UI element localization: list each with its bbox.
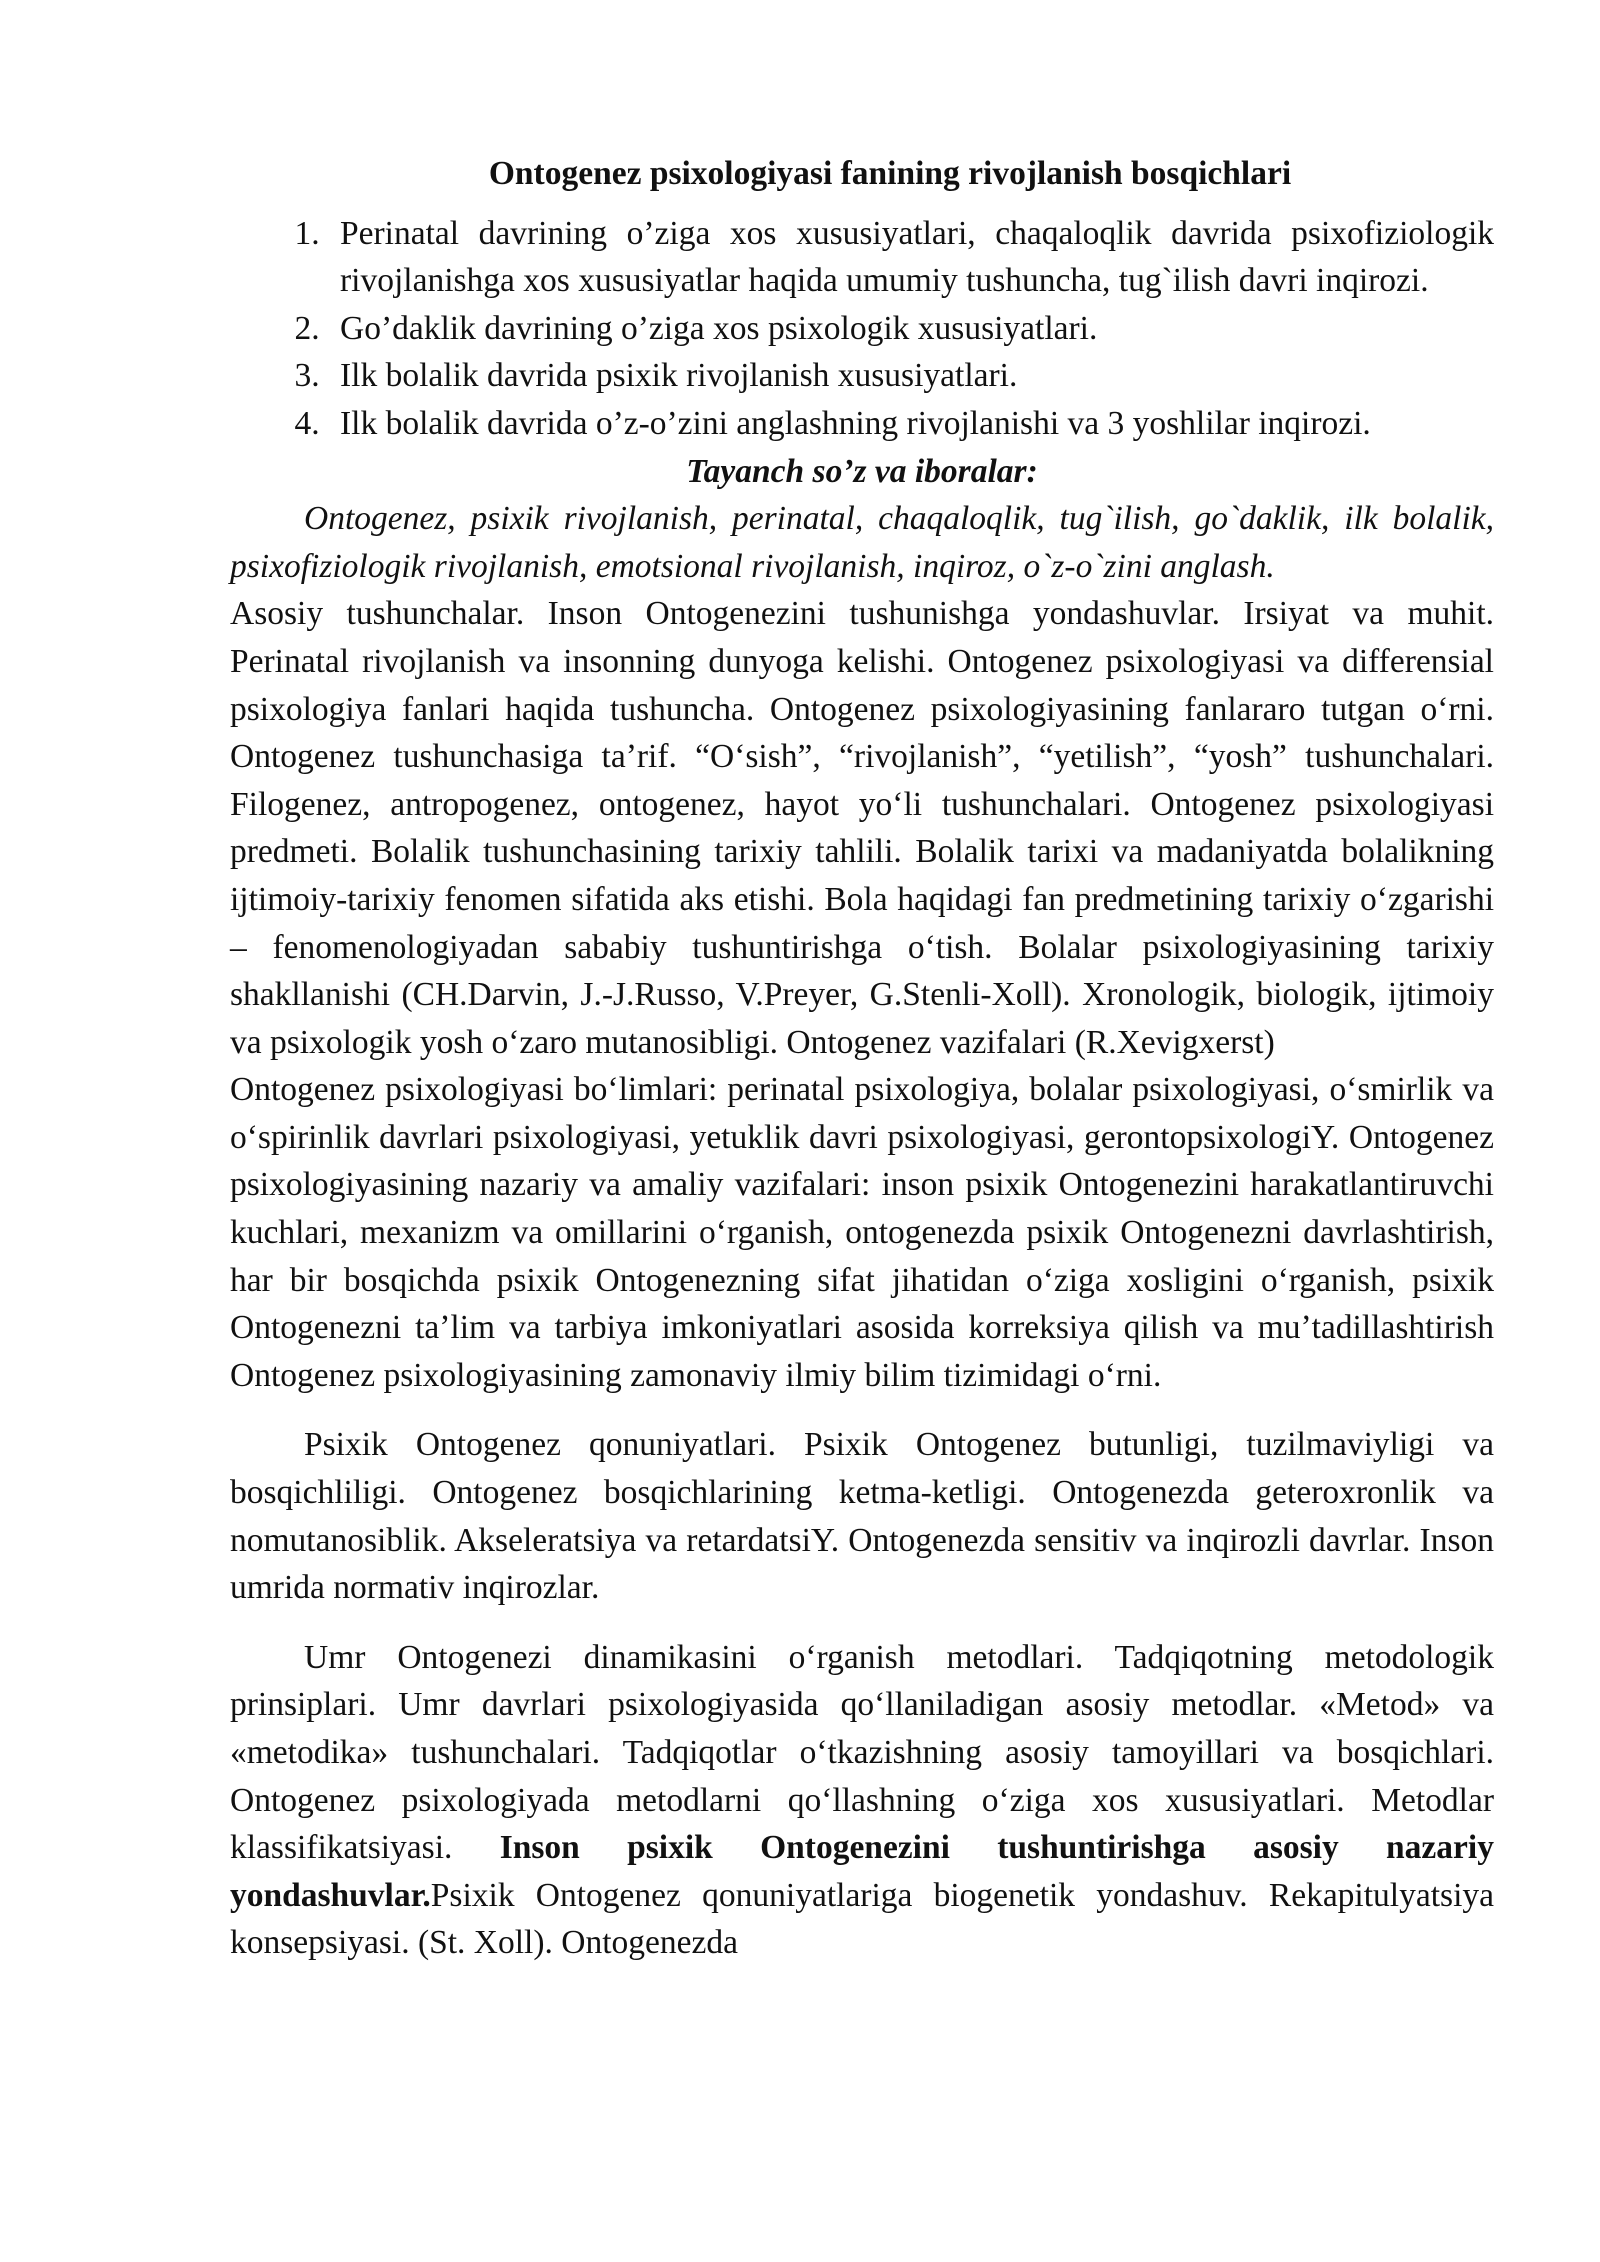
topic-item: 4. Ilk bolalik davrida o’z-o’zini anglashning rivojlanishi va 3 yoshlilar inqirozi. xyxy=(328,400,1494,448)
keywords-text: Ontogenez, psixik rivojlanish, perinatal, chaqaloqlik, tug`ilish, go`daklik, ilk bolalik, psixofiziologik rivojlanish, emotsional rivojlanish, inqiroz, o`z-o`zini anglash. xyxy=(230,500,1494,585)
paragraph-methods-bold-heading: Inson psixik Ontogenezini tushuntirishga asosiy nazariy yondashuvlar. xyxy=(230,1829,1494,1914)
topic-list xyxy=(230,210,1494,448)
topic-item: 3. Ilk bolalik davrida psixik rivojlanish xususiyatlari. xyxy=(328,352,1494,400)
paragraph-methods-continuation: Psixik Ontogenez qonuniyatlariga biogenetik yondashuv. Rekapitulyatsiya konsepsiyasi. (St. Xoll). Ontogenezda xyxy=(230,1876,1494,1962)
paragraph-basic-concepts: Asosiy tushunchalar. Inson Ontogenezini tushunishga yondashuvlar. Irsiyat va muhit. Perinatal rivojlanish va insonning dunyoga kelishi. Ontogenez psixologiyasi va differensial psixologiya fanlari haqida tushuncha. Ontogenez psixologiyasining fanlararo tutgan oʻrni. Ontogenez tushunchasiga taʼrif. “Oʻsish”, “rivojlanish”, “yetilish”, “yosh” tushunchalari. Filogenez, antropogenez, ontogenez, hayot yoʻli tushunchalari. Ontogenez psixologiyasi predmeti. Bolalik tushunchasining tarixiy tahlili. Bolalik tarixi va madaniyatda bolalikning ijtimoiy-tarixiy fenomen sifatida aks etishi. Bola haqidagi fan predmetining tarixiy oʻzgarishi – fenomenologiyadan sababiy tushuntirishga oʻtish. Bolalar psixologiyasining tarixiy shakllanishi (CH.Darvin, J.-J.Russo, V.Preyer, G.Stenli-Xoll). Xronologik, biologik, ijtimoiy va psixologik yosh oʻzaro mutanosibligi. Ontogenez vazifalari (R.Xevigxerst) xyxy=(230,595,1494,1061)
paragraph-methods xyxy=(230,1634,1494,1967)
paragraph-ontogenez-sections: Ontogenez psixologiyasi boʻlimlari: perinatal psixologiya, bolalar psixologiyasi, oʻsmirlik va oʻspirinlik davrlari psixologiyasi, yetuklik davri psixologiyasi, gerontopsixologiY. Ontogenez psixologiyasining nazariy va amaliy vazifalari: inson psixik Ontogenezini harakatlantiruvchi kuchlari, mexanizm va omillarini oʻrganish, ontogenezda psixik Ontogenezni davrlashtirish, har bir bosqichda psixik Ontogenezning sifat jihatidan oʻziga xosligini oʻrganish, psixik Ontogenezni taʼlim va tarbiya imkoniyatlari asosida korreksiya qilish va muʼtadillashtirish Ontogenez psixologiyasining zamonaviy ilmiy bilim tizimidagi oʻrni. xyxy=(230,1071,1494,1394)
keywords-heading: Tayanch so’z va iboralar: xyxy=(686,452,1038,490)
topic-item: 2. Go’daklik davrining o’ziga xos psixologik xususiyatlari. xyxy=(328,305,1494,353)
paragraph-ontogenez-laws: Psixik Ontogenez qonuniyatlari. Psixik Ontogenez butunligi, tuzilmaviyligi va bosqichliligi. Ontogenez bosqichlarining ketma-ketligi. Ontogenezda geteroxronlik va nomutanosiblik. Akseleratsiya va retardatsiY. Ontogenezda sensitiv va inqirozli davrlar. Inson umrida normativ inqirozlar. xyxy=(230,1426,1494,1607)
paragraph-methods-text: Umr Ontogenezi dinamikasini oʻrganish metodlari. Tadqiqotning metodologik prinsiplari. Umr davrlari psixologiyasida qoʻllaniladigan asosiy metodlar. «Metod» va «metodika» tushunchalari. Tadqiqotlar oʻtkazishning asosiy tamoyillari va bosqichlari. Ontogenez psixologiyada metodlarni qoʻllashning oʻziga xos xususiyatlari. Metodlar klassifikatsiyasi. xyxy=(230,1638,1494,1867)
document-page xyxy=(230,150,1494,1967)
document-title: Ontogenez psixologiyasi fanining rivojlanish bosqichlari xyxy=(488,155,1292,192)
topic-item: 1. Perinatal davrining o’ziga xos xususiyatlari, chaqaloqlik davrida psixofiziologik rivojlanishga xos xususiyatlar haqida umumiy tushuncha, tug`ilish davri inqirozi. xyxy=(328,210,1494,305)
